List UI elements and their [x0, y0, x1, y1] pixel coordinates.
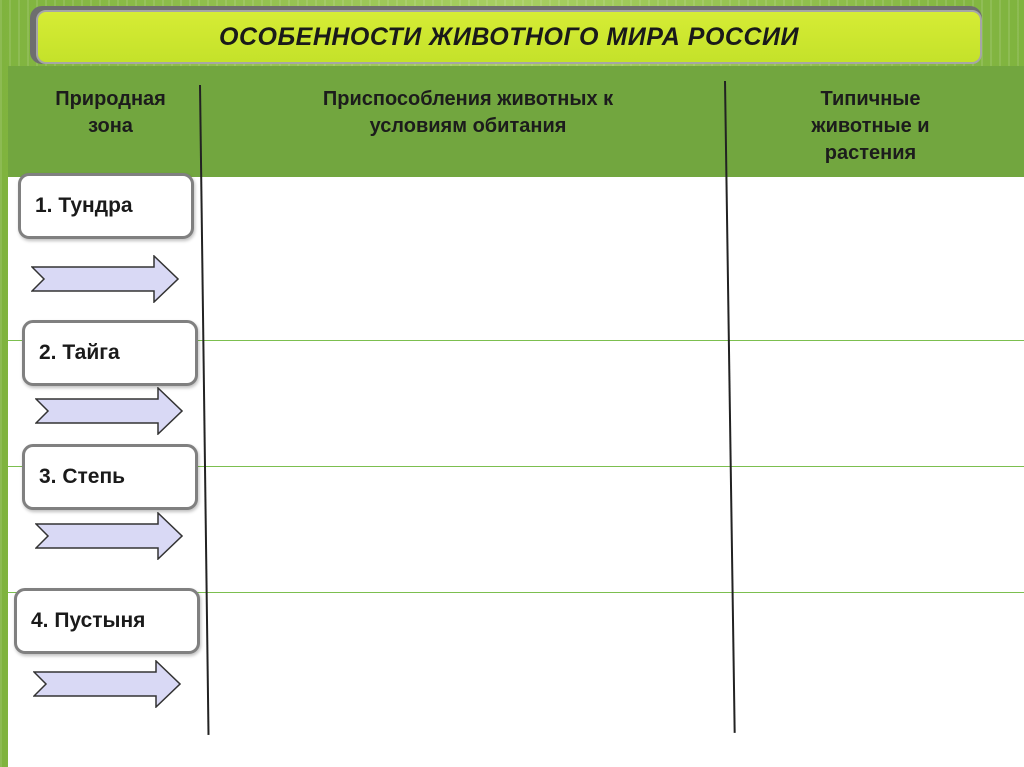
header-typical-line-2: животные и — [811, 115, 930, 137]
column-divider-1 — [199, 85, 209, 735]
header-typical-line-3: растения — [824, 142, 917, 164]
zone-desert — [14, 588, 200, 654]
header-zone-line-2: зона — [88, 115, 133, 137]
header-adaptations-line-1: Приспособления животных к — [322, 88, 614, 110]
zone-steppe-label: 3. Степь — [39, 465, 126, 488]
header-typical-line-1: Типичные — [820, 88, 921, 110]
header-zone — [18, 86, 203, 140]
page-title: ОСОБЕННОСТИ ЖИВОТНОГО МИРА РОССИИ — [219, 22, 799, 51]
column-divider-2 — [724, 81, 735, 733]
zone-tundra — [18, 173, 194, 239]
arrow-right-icon — [35, 387, 183, 435]
header-adaptations — [213, 86, 723, 140]
header-zone-line-1: Природная — [55, 88, 166, 110]
arrow-right-icon — [35, 512, 183, 560]
zone-tundra-label: 1. Тундра — [35, 194, 133, 217]
header-typical — [733, 86, 1008, 167]
zone-desert-label: 4. Пустыня — [31, 609, 146, 632]
arrow-right-icon — [33, 660, 181, 708]
title-banner — [36, 10, 982, 64]
zone-taiga-label: 2. Тайга — [39, 341, 120, 364]
zone-steppe — [22, 444, 198, 510]
header-adaptations-line-2: условиям обитания — [369, 115, 567, 137]
zone-taiga — [22, 320, 198, 386]
arrow-right-icon — [31, 255, 179, 303]
